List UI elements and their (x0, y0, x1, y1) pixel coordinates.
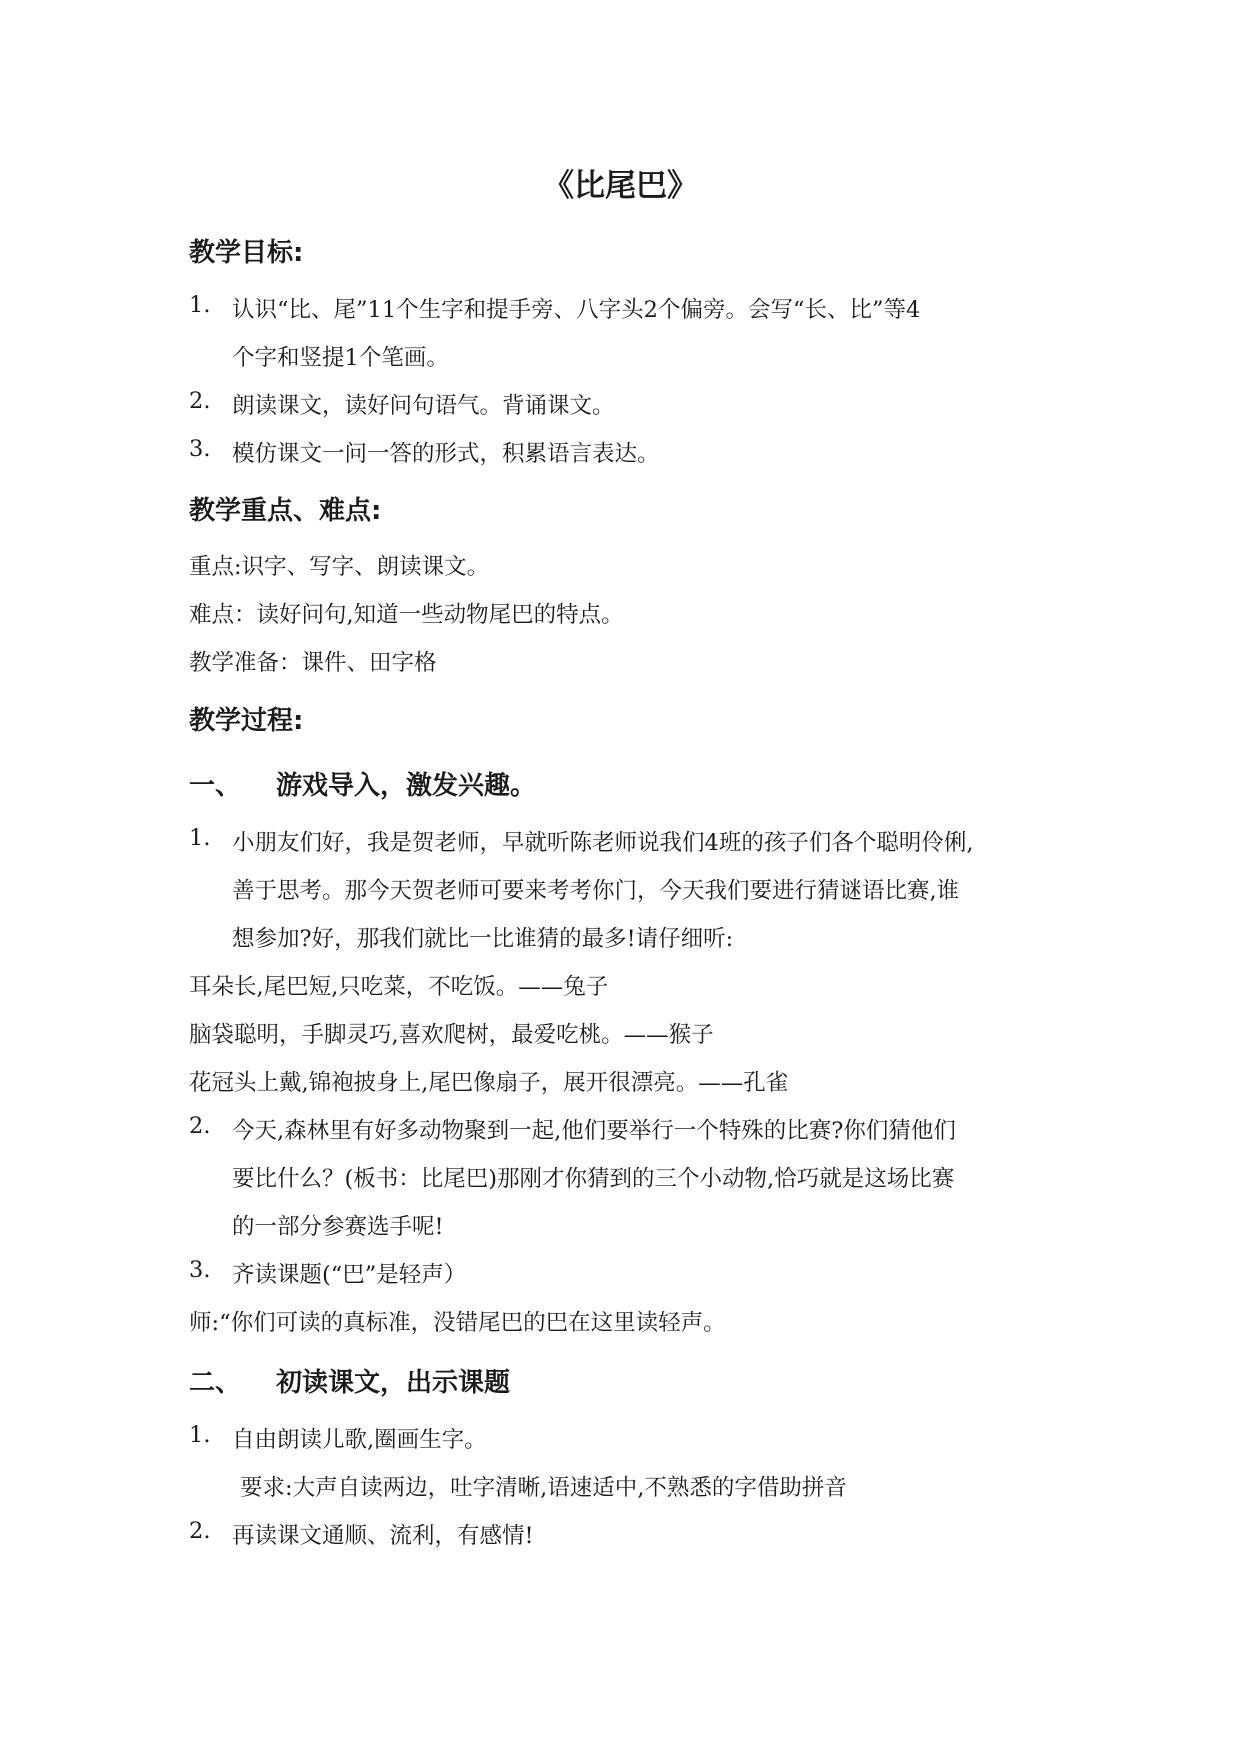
s2-requirement: 要求:大声自读两边，吐字清晰,语速适中,不熟悉的字借助拼音 (240, 1475, 847, 1501)
section-2-title: 初读课文，出示课题 (276, 1368, 511, 1398)
process-heading: 教学过程: (189, 706, 304, 736)
section-2-heading (189, 1362, 510, 1399)
s1-item-1-line-2: 善于思考。那今天贺老师可要来考考你门，今天我们要进行猜谜语比赛,谁 (232, 878, 960, 904)
objectives-heading: 教学目标: (189, 238, 304, 268)
teacher-remark: 师:“你们可读的真标准，没错尾巴的巴在这里读轻声。 (189, 1310, 726, 1336)
keypoints-heading: 教学重点、难点: (189, 496, 382, 526)
s1-item-2-line-2: 要比什么？(板书：比尾巴)那刚才你猜到的三个小动物,恰巧就是这场比赛 (232, 1166, 955, 1192)
section-2-number: 二、 (189, 1368, 242, 1398)
s1-item-3-text: 齐读课题(“巴”是轻声） (232, 1262, 467, 1288)
document-title: 《比尾巴》 (543, 168, 698, 204)
s1-item-1-line-1: 小朋友们好，我是贺老师，早就听陈老师说我们4班的孩子们各个聪明伶俐, (232, 830, 974, 856)
s1-item-2-line-3: 的一部分参赛选手呢! (232, 1214, 444, 1240)
difficult-point-text: 难点：读好问句,知道一些动物尾巴的特点。 (189, 602, 624, 628)
s2-item-1-number: 1. (189, 1422, 211, 1448)
riddle-peacock: 花冠头上戴,锦袍披身上,尾巴像扇子，展开很漂亮。——孔雀 (189, 1070, 789, 1096)
objective-1-number: 1. (189, 292, 211, 318)
s1-item-3-number: 3. (189, 1257, 211, 1283)
objective-2-text: 朗读课文，读好问句语气。背诵课文。 (232, 393, 615, 419)
s2-item-2-number: 2. (189, 1518, 211, 1544)
key-point-text: 重点:识字、写字、朗读课文。 (189, 554, 490, 580)
objective-3-number: 3. (189, 436, 211, 462)
objective-1-line-1: 认识“比、尾”11个生字和提手旁、八字头2个偏旁。会写“长、比”等4 (232, 297, 921, 323)
objective-1-line-2: 个字和竖提1个笔画。 (232, 345, 449, 371)
s1-item-1-line-3: 想参加?好，那我们就比一比谁猜的最多!请仔细听: (232, 926, 734, 952)
teaching-prep-text: 教学准备：课件、田字格 (189, 650, 437, 676)
riddle-rabbit: 耳朵长,尾巴短,只吃菜，不吃饭。——兔子 (189, 974, 609, 1000)
section-1-title: 游戏导入，激发兴趣。 (276, 771, 537, 801)
s1-item-2-line-1: 今天,森林里有好多动物聚到一起,他们要举行一个特殊的比赛?你们猜他们 (232, 1118, 956, 1144)
objective-2-number: 2. (189, 388, 211, 414)
s1-item-2-number: 2. (189, 1113, 211, 1139)
s2-item-2-text: 再读课文通顺、流利，有感情! (232, 1523, 534, 1549)
objective-3-text: 模仿课文一问一答的形式，积累语言表达。 (232, 441, 660, 467)
riddle-monkey: 脑袋聪明，手脚灵巧,喜欢爬树，最爱吃桃。——猴子 (189, 1022, 714, 1048)
section-1-number: 一、 (189, 771, 242, 801)
s2-item-1-text: 自由朗读儿歌,圈画生字。 (232, 1427, 487, 1453)
s1-item-1-number: 1. (189, 825, 211, 851)
section-1-heading (189, 765, 536, 802)
